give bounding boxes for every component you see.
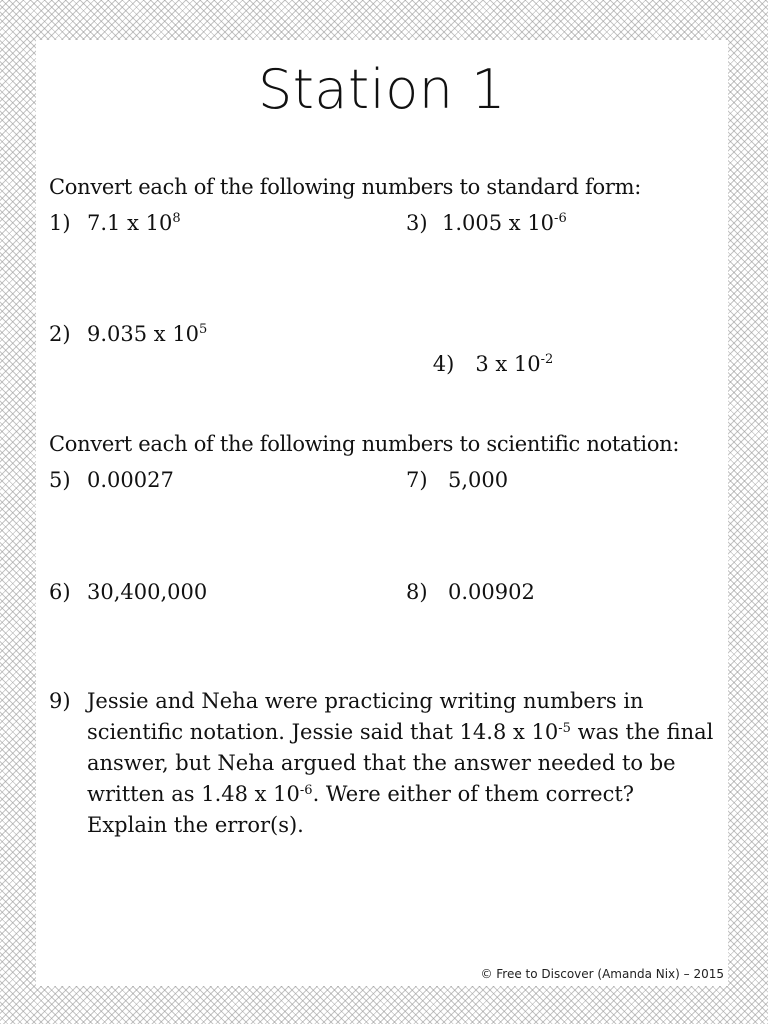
scientific-notation-instruction: Convert each of the following numbers to scientific notation:	[49, 432, 680, 456]
problem-8	[406, 577, 535, 607]
problem-expression: 1.005 x 10	[442, 211, 555, 235]
exponent: -6	[554, 211, 567, 226]
exponent: 8	[172, 211, 181, 226]
problem-value: 5,000	[448, 468, 509, 492]
question-text-part: . Were either of them correct? Explain the error(s).	[87, 782, 635, 837]
problem-number: 7)	[406, 468, 428, 492]
problem-expression: 9.035 x 10	[87, 322, 200, 346]
problem-expression: 7.1 x 10	[87, 211, 173, 235]
question-9-text	[87, 686, 719, 841]
problem-number: 1)	[49, 211, 71, 235]
problem-number: 9)	[49, 689, 71, 713]
problem-expression: 3 x 10	[468, 352, 541, 376]
copyright-footer: © Free to Discover (Amanda Nix) – 2015	[480, 967, 724, 981]
problem-1	[49, 208, 181, 238]
problem-5	[49, 465, 174, 495]
problem-number: 2)	[49, 322, 71, 346]
standard-form-instruction: Convert each of the following numbers to standard form:	[49, 175, 641, 199]
problem-value: 0.00027	[87, 468, 174, 492]
problem-2	[49, 319, 207, 349]
problem-3	[406, 208, 567, 238]
question-text-part: Jessie and Neha were practicing writing numbers in scientific notation. Jessie said that 14.8 x 10	[87, 689, 644, 744]
problem-4	[406, 319, 553, 409]
page-title: Station 1	[257, 58, 506, 121]
problem-number: 3)	[406, 211, 428, 235]
problem-number: 4)	[432, 352, 455, 376]
problem-number: 6)	[49, 580, 71, 604]
problem-value: 30,400,000	[87, 580, 208, 604]
problem-value: 0.00902	[448, 580, 535, 604]
exponent: -5	[558, 721, 571, 736]
problem-6	[49, 577, 207, 607]
problem-number: 5)	[49, 468, 71, 492]
worksheet-page	[36, 40, 728, 986]
exponent: -2	[540, 352, 554, 367]
exponent: 5	[199, 322, 208, 337]
question-9	[49, 686, 719, 841]
question-text-part: was the final answer, but Neha argued that the answer needed to be written as 1.48 x 10	[87, 720, 714, 806]
problem-7	[406, 465, 508, 495]
problem-number: 8)	[406, 580, 428, 604]
exponent: -6	[299, 783, 313, 798]
